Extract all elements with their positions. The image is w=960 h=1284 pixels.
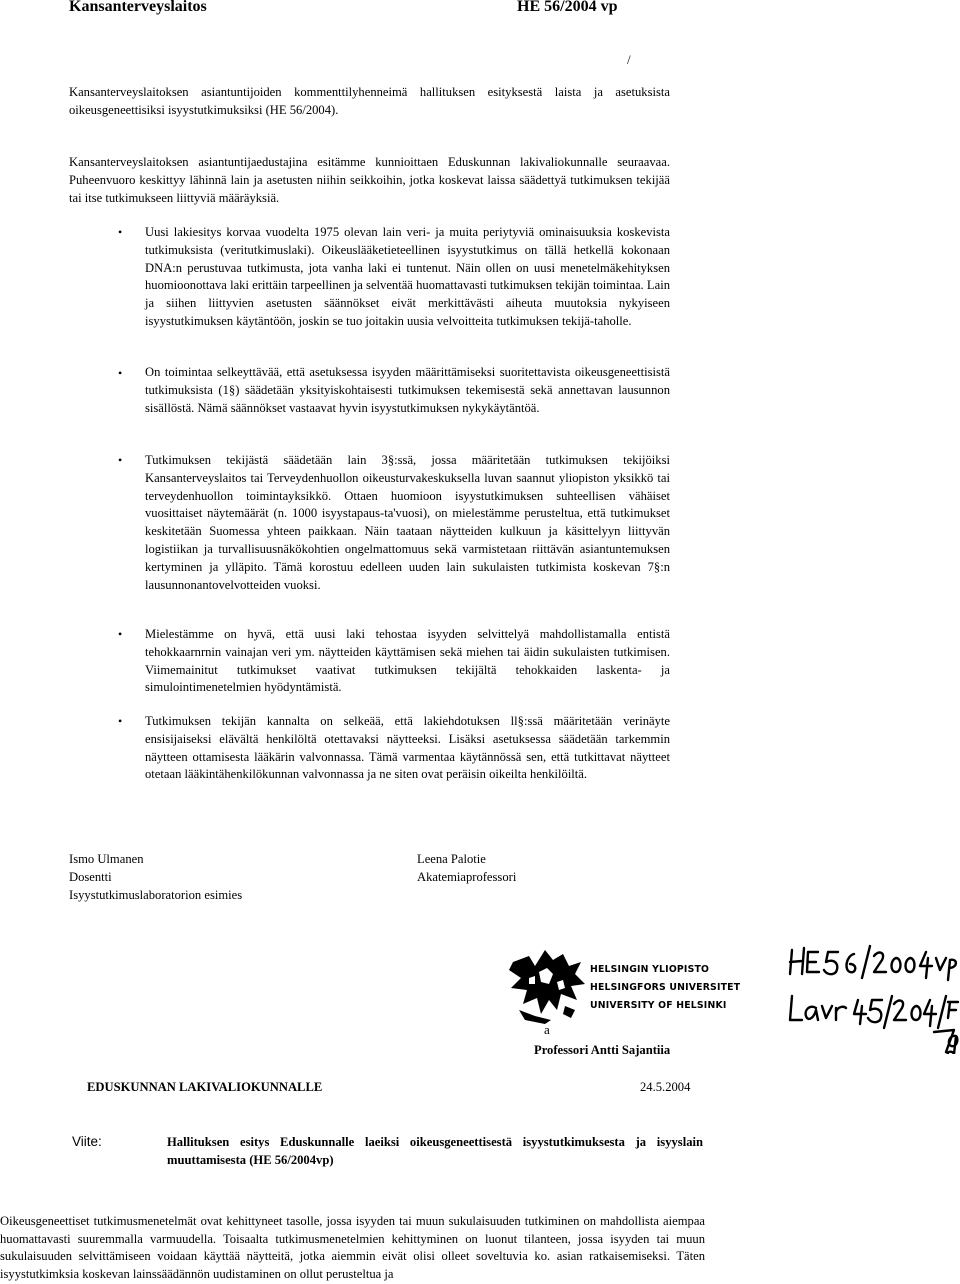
university-seal-icon [505, 944, 587, 1024]
signatory-right-title: Akatemiaprofessori [417, 869, 517, 884]
reference-title: Hallituksen esitys Eduskunnalle laeiksi oikeusgeneettisestä isyystutkimuksesta ja isyyslain muuttamisesta (HE 56/2004vp) [167, 1135, 703, 1167]
bullet-marker: • [118, 366, 123, 380]
intro-paragraph: Kansanterveyslaitoksen asiantuntijoiden kommenttilyhenneimä hallituksen esityksestä laista ja asetuksista oikeusgeneettisiksi isyystutkimuksiksi (HE 56/2004). [69, 85, 670, 117]
university-name-block [590, 964, 740, 1012]
header-organization: Kansanterveyslaitos [69, 0, 207, 15]
signatory-left-name: Ismo Ulmanen [69, 852, 144, 866]
bullet-item-2: On toimintaa selkeyttävää, että asetuksessa isyyden määrittämiseksi suoritettavista oikeusgeneettisistä tutkimuksista (1§) säädetään yksityiskohtaisesti tutkimuksen tekemisestä sekä annettavan lausunnon sisällöstä. Nämä säännökset vastaavat hyvin isyystutkimuksen nykykäytäntöä. [145, 365, 670, 415]
signatory-left-title: Dosentti [69, 869, 112, 884]
bullet-item-4: Mielestämme on hyvä, että uusi laki tehostaa isyyden selvittelyä mahdollistamalla entistä tehokkaarnrnin vainajan veri ym. näytteiden käyttämisen sekä miehen tai äidin sukulaisten tutkimisen. Viimemainitut tutkimukset vaativat tutkimuksen tekijältä tehokkaiden laskenta- ja simulointimenetelmien hyödyntämistä. [145, 627, 670, 695]
addressee: EDUSKUNNAN LAKIVALIOKUNNALLE [87, 1080, 323, 1094]
handwritten-annotation-icon [786, 944, 960, 1054]
signatory-right [417, 851, 516, 887]
bullet-marker: • [118, 627, 123, 641]
bullet-item-5: Tutkimuksen tekijän kannalta on selkeää, että lakiehdotuksen ll§:ssä määritetään verinäyte ensisijaiseksi elävältä henkilöltä otettavaksi näytteeksi. Lisäksi asetuksessa säädetään tarkemmin näytteen ottamisesta lääkärin valvonnassa. Tämä varmentaa käytännössä sen, että tutkittavat näytteet otetaan lääkintähenkilökunnan valvonnassa ja ne siten ovat peräisin oikeilta henkilöiltä. [145, 714, 670, 782]
bullet-marker: • [118, 714, 123, 728]
letter-date: 24.5.2004 [640, 1080, 691, 1094]
university-name-fi: HELSINGIN YLIOPISTO [590, 964, 710, 975]
bullet-marker: • [118, 453, 123, 467]
bullet-item-3: Tutkimuksen tekijästä säädetään lain 3§:ssä, jossa määritetään tutkimuksen tekijöiksi Kansanterveyslaitos tai Terveydenhuollon oikeusturvakeskuksella luvan saannut yliopiston yksikkö tai terveydenhuollon toimintayksikkö. Ottaen huomioon isyystutkimuksen suhteellisen vähäiset vuosittaiset näytemäärät (n. 1000 isyystapaus-ta'vuosi), on mielestämme perusteltua, että tutkimukset keskitetään Suomessa yhteen paikkaan. Näin taataan näytteiden kulkuun ja käsittelyyn liittyvän logistiikan ja turvallisuusnäkökohtien ongelmattomuus sekä varmistetaan riittävän asiantuntemuksen kertyminen ja ylläpito. Tämä korostuu edelleen uuden lain sukulaisten tutkimista koskevan 7§:n lausunnonantovelvotteiden vuoksi. [145, 453, 670, 592]
signatory-left [69, 851, 242, 904]
bullet-marker: • [118, 225, 123, 239]
stray-letter: a [544, 1022, 550, 1037]
opening-paragraph: Kansanterveyslaitoksen asiantuntijaedustajina esitämme kunnioittaen Eduskunnan lakivaliokunnalle seuraavaa. Puheenvuoro keskittyy lähinnä lain ja asetusten niihin seikkoihin, jotka koskevat laissa säädettyä tutkimuksen tekijää tai itse tutkimukseen liittyviä määräyksiä. [69, 155, 670, 205]
header-reference: HE 56/2004 vp [517, 0, 618, 15]
professor-name: Professori Antti Sajantiia [534, 1043, 671, 1057]
signatory-right-name: Leena Palotie [417, 852, 486, 866]
university-name-sv: HELSINGFORS UNIVERSITET [590, 982, 741, 993]
bullet-item-1: Uusi lakiesitys korvaa vuodelta 1975 olevan lain veri- ja muita periytyviä ominaisuuksia koskevista tutkimuksista (veritutkimuslaki). Oikeuslääketieteellinen isyystutkimus on tällä hetkellä kokonaan DNA:n perustuvaa tutkimusta, jota vanha laki ei tuntenut. Näin ollen on uusi menetelmäkehityksen huomioonottava laki erittäin tarpeellinen ja selventää huomattavasti tutkimuksen tekijän toimintaa. Lain ja siihen liittyvien asetusten säännökset eivät merkittävästi aiheuta muutoksia nykyiseen isyystutkimuksen käytäntöön, joskin se tuo joitakin uusia velvoitteita tutkimuksen tekijä-taholle. [145, 225, 670, 328]
reference-label: Viite: [72, 1134, 102, 1149]
signatory-left-role: Isyystutkimuslaboratorion esimies [69, 887, 243, 902]
bottom-paragraph: Oikeusgeneettiset tutkimusmenetelmät ovat kehittyneet tasolle, jossa isyyden tai muun sukulaisuuden tutkiminen on mahdollista aiempaa huomattavasti suuremmalla varmuudella. Toisaalta tutkimusmenetelmien kehittyminen on luonut tilanteen, jossa isyyden tai muun sukulaisuuden selvittämiseen voidaan käyttää näytteitä, jotka aiemmin eivät olisi olleet soveltuvia ko. asian ratkaisemiseksi. Täten isyystutkimksia koskevan lainssäädännön uudistaminen on ollut perusteltua ja [0, 1214, 705, 1281]
slash-mark: / [627, 52, 631, 67]
university-name-en: UNIVERSITY OF HELSINKI [590, 1000, 727, 1011]
